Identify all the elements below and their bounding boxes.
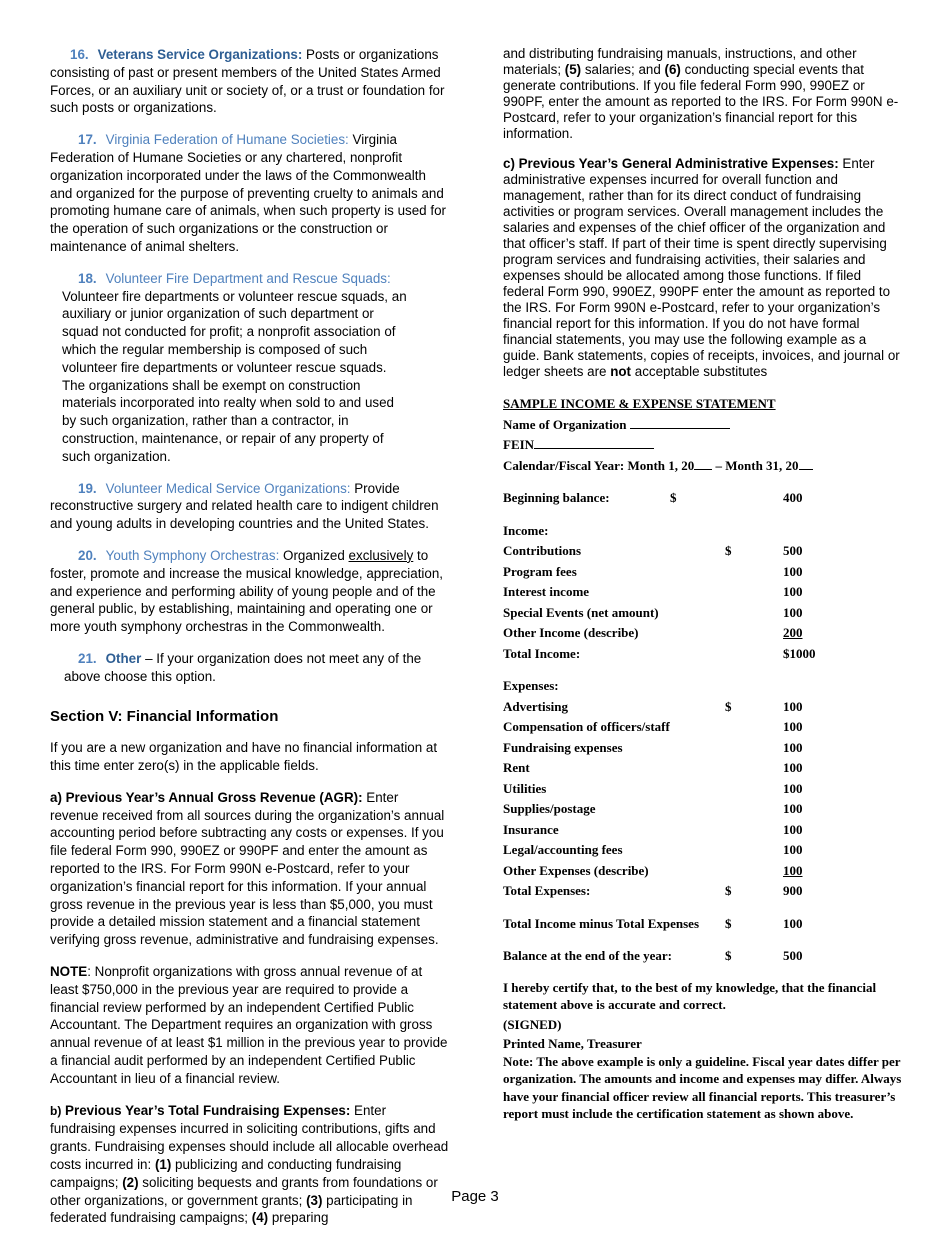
row-currency [725,779,783,800]
c-not: not [610,364,632,379]
row-label: Insurance [503,821,559,837]
b-body: soliciting bequests and grants from foundations or other organizations, or government grants; [50,1174,438,1208]
c-title: c) Previous Year’s General Administrative Expenses: [503,156,839,171]
ending-balance-row [503,946,903,967]
category-item [50,131,450,256]
b-body: publicizing and conducting fundraising campaigns; [50,1157,402,1190]
fiscal-year-line [503,456,903,477]
row-label: Rent [503,760,530,775]
row-value: 100 [783,584,803,599]
note-paragraph [50,963,450,1088]
row-currency [725,717,783,738]
row-currency [725,644,783,665]
income-table [503,541,903,664]
item-body: Posts or organizations consisting of past or present members of the United States Armed Forces, or an auxiliary unit or society of, or a trust or foundation for such posts or organizations. [50,47,445,116]
category-item [50,480,450,533]
b-num: (3) [306,1192,323,1208]
row-currency [725,861,783,882]
row-label: Beginning balance: [503,490,610,505]
admin-paragraph [503,156,903,380]
item-number: 21. [78,650,97,666]
row-currency [725,799,783,820]
row-label: Total Income: [503,645,581,661]
row-currency [725,562,783,583]
item-body: – If your organization does not meet any of the above choose this option. [64,650,422,684]
statement-row [503,717,903,738]
row-label: Other Income (describe) [503,625,639,640]
category-list [50,46,450,686]
item-emphasis: exclusively [348,547,414,563]
row-label: Total Expenses: [503,883,591,898]
right-column [503,46,903,1123]
signed-text: (SIGNED) [503,1016,562,1032]
row-value: 200 [783,625,803,640]
agr-paragraph [50,789,450,949]
item-body: Provide reconstructive surgery and related health care to indigent children and young adults in developing countries and the United States. [50,480,439,532]
row-currency [725,582,783,603]
statement-row [503,820,903,841]
section-heading: Section V: Financial Information [50,707,279,725]
row-value: 100 [783,801,803,816]
row-currency [725,603,783,624]
row-value: 100 [783,915,803,931]
row-value: 100 [783,698,803,714]
statement-row [503,623,903,644]
category-item [50,650,450,686]
statement-row [503,881,903,902]
row-label: Utilities [503,780,547,796]
row-currency [725,738,783,759]
row-label: Supplies/postage [503,801,596,816]
item-body: Organized [279,547,349,563]
row-currency [725,623,783,644]
row-currency: $ [725,948,732,963]
b-title: Previous Year’s Total Fundraising Expenses: [61,1102,351,1118]
row-value: 100 [783,739,803,755]
row-value: 100 [783,821,803,837]
row-currency: $ [725,698,732,714]
income-label: Income: [503,522,549,538]
category-item [50,547,450,636]
fiscal-year-end: – Month 31, 20 [712,457,799,473]
row-label: Other Expenses (describe) [503,862,649,878]
page-number: Page 3 [451,1188,499,1205]
category-item [50,270,450,466]
fein-blank [534,435,654,449]
row-value: 100 [783,862,803,878]
row-value: $1000 [783,645,816,661]
item-number: 17. [78,132,97,148]
cont-text: and distributing fundraising manuals, instructions, and other materials; [503,46,857,77]
statement-title: SAMPLE INCOME & EXPENSE STATEMENT [503,396,776,411]
org-name-label: Name of Organization [503,416,627,432]
row-value: 100 [783,604,803,620]
row-currency: $ [725,883,732,898]
fundraising-continued [503,46,903,142]
row-currency [725,758,783,779]
row-label: Program fees [503,563,577,579]
item-body: Volunteer fire departments or volunteer rescue squads, an auxiliary or junior organization of such department or squad not conducted for profit; a nonprofit association of which the regular membership is composed of such volunteer fire departments or volunteer rescue squads. The organizations shall be exempt on construction materials incorporated into realty when sold to and used by such organization, rather than a contractor, in construction, maintenance, or repair of any property of such organization. [62,288,407,464]
beginning-balance-row [503,488,903,509]
fundraising-paragraph [50,1102,450,1228]
item-title: Volunteer Fire Department and Rescue Squads: [105,270,391,286]
row-label: Interest income [503,584,590,599]
row-label: Compensation of officers/staff [503,719,670,734]
row-label: Contributions [503,543,582,558]
item-title: Veterans Service Organizations: [97,47,303,62]
c-body: Enter administrative expenses incurred for overall function and management, rather than for its direct conduct of fundraising activities or program services. Overall management includes the salaries and expenses of the chief officer of the organization and that officer’s staff. If part of their time is spent directly supervising program services and fundraising activities, their salaries and expenses should be allocated among those functions. If filed federal Form 990, 990EZ, 990PF enter the amount as reported to the IRS. For Form 990N e-Postcard, refer to your organization’s financial report for this information. If you do not have formal financial statements, you may use the following example as a guide. Bank statements, copies of receipts, invoices, and journal or ledger sheets are [503,156,900,379]
row-currency [725,840,783,861]
net-row [503,914,903,935]
certify-text: I hereby certify that, to the best of my knowledge, that the financial statement above is accurate and correct. [503,979,877,1012]
b-body: participating in federated fundraising campaigns; [50,1192,413,1226]
b-num: (4) [251,1210,269,1226]
b-body: preparing [268,1210,329,1226]
item-title: Youth Symphony Orchestras: [105,547,280,563]
row-label: Legal/accounting fees [503,842,623,857]
c-end: acceptable substitutes [631,364,768,379]
statement-row [503,779,903,800]
row-value: 500 [783,543,803,558]
statement-row [503,582,903,603]
b-prefix: b) [50,1103,62,1118]
row-value: 100 [783,842,803,857]
row-value: 100 [783,780,803,796]
statement-row [503,738,903,759]
row-label: Balance at the end of the year: [503,948,672,963]
row-value: 400 [783,490,803,505]
item-number: 19. [78,480,97,496]
row-value: 100 [783,760,803,775]
row-currency [725,820,783,841]
item-title: Virginia Federation of Humane Societies: [105,132,349,148]
row-currency: $ [670,490,677,505]
statement-row [503,840,903,861]
row-label: Total Income minus Total Expenses [503,915,700,931]
row-label: Advertising [503,698,568,714]
row-label: Fundraising expenses [503,739,623,755]
fein-line [503,435,903,456]
intro-text: If you are a new organization and have no financial information at this time enter zero(s) in the applicable fields. [50,740,438,774]
statement-row [503,603,903,624]
item-number: 16. [70,47,89,62]
sample-statement [503,394,903,967]
fiscal-year-label: Calendar/Fiscal Year: Month 1, 20 [503,457,695,473]
year-blank [694,456,712,470]
statement-row [503,644,903,665]
b-body: Enter fundraising expenses incurred in soliciting contributions, gifts and grants. Fundraising expenses should include all allocable overhead costs incurred in: [50,1102,449,1173]
certification-block [503,979,903,1123]
cont-text: salaries; and [581,62,665,77]
left-column [50,46,450,1241]
org-name-blank [630,415,730,429]
category-item [50,46,450,117]
agr-body: Enter revenue received from all sources during the organization’s annual accounting period before subtracting any costs or expenses. If you file federal Form 990, 990EZ or 990PF and enter the amount as reported to the IRS. For Form 990N e-Postcard, refer to your organization’s financial report for this information. If your annual gross revenue in the previous year is less than $5,000, you must provide a detailed mission statement and a financial statement verifying gross revenue, administrative and fundraising expenses. [50,789,445,948]
statement-row [503,562,903,583]
statement-row [503,541,903,562]
b-num: (2) [122,1174,139,1190]
statement-row [503,697,903,718]
item-title: Other [105,650,142,666]
cont-text: conducting special events that generate contributions. If you file federal Form 990, 990EZ or 990PF, enter the amount as reported to the IRS. For Form 990N e-Postcard, refer to your organization’s financial report for this information. [503,62,899,141]
guideline-note: Note: The above example is only a guideline. Fiscal year dates differ per organization. The amounts and income and expenses may differ. Always have your financial officer review all financial reports. This treasurer’s report must include the certification statement as shown above. [503,1053,902,1121]
item-body: to foster, promote and increase the musical knowledge, appreciation, and experience and performing ability of young people and of the general public, by establishing, maintaining and operating one or more youth symphony orchestras in the Commonwealth. [50,547,444,635]
org-name-line [503,415,903,436]
row-value: 100 [783,719,803,734]
item-title: Volunteer Medical Service Organizations: [105,480,351,496]
fein-label: FEIN [503,437,535,452]
statement-row [503,758,903,779]
row-value: 500 [783,948,803,963]
row-label: Special Events (net amount) [503,604,659,620]
item-number: 20. [78,547,97,563]
item-body: Virginia Federation of Humane Societies or any chartered, nonprofit organization incorporated under the laws of the Commonwealth and organized for the purpose of preventing cruelty to animals and promoting humane care of animals, when such property is used for the operation of such organizations or the construction or maintenance of animal shelters. [50,132,446,254]
item-number: 18. [78,270,97,286]
row-currency: $ [725,915,732,931]
printed-name-text: Printed Name, Treasurer [503,1036,642,1051]
cont-num: (6) [664,62,681,77]
row-currency: $ [725,543,732,558]
row-value: 900 [783,883,803,898]
b-num: (1) [154,1157,172,1173]
note-body: : Nonprofit organizations with gross annual revenue of at least $750,000 in the previous year are required to provide a financial review performed by an independent Certified Public Accountant. The Department requires an organization with gross annual revenue of at least $1 million in the previous year to provide a financial audit performed by an independent Certified Public Accountant in lieu of a financial review. [50,964,448,1086]
expense-table [503,697,903,902]
statement-row [503,861,903,882]
year-blank [799,456,813,470]
note-label: NOTE [50,964,88,980]
row-value: 100 [783,563,803,579]
agr-title: a) Previous Year’s Annual Gross Revenue (AGR): [50,789,363,805]
statement-row [503,799,903,820]
expenses-label: Expenses: [503,678,559,693]
cont-num: (5) [564,62,582,77]
